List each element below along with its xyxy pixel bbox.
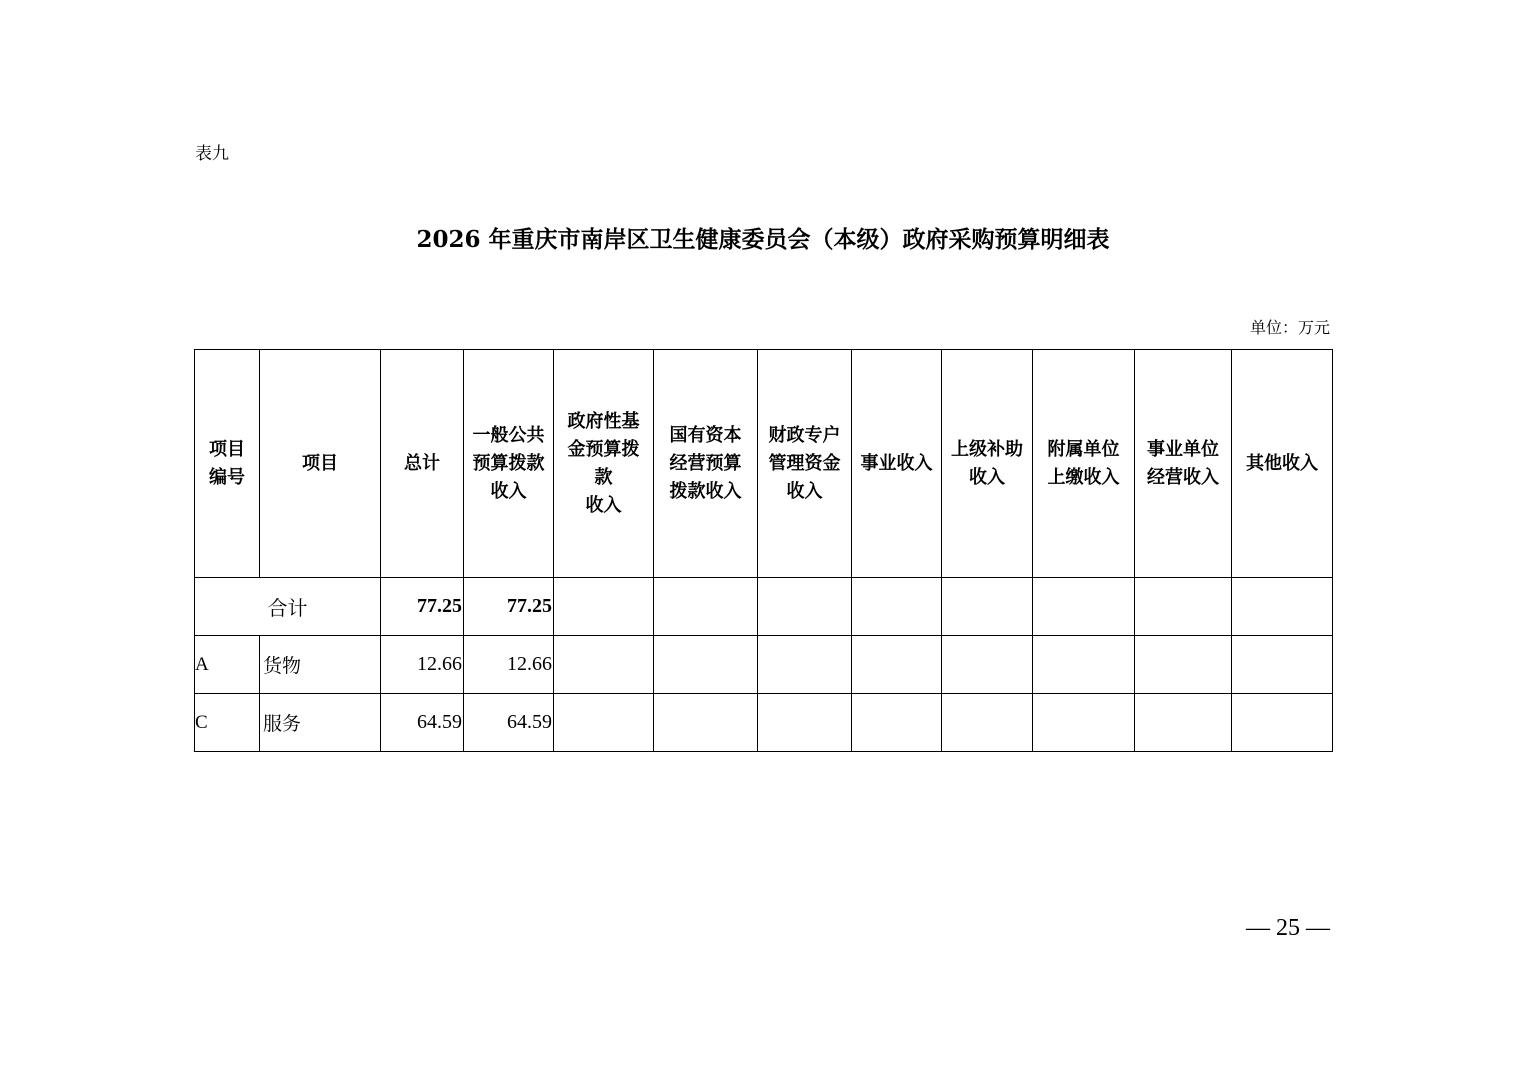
header-cell-total: 总计 <box>381 350 464 578</box>
header-cell-state-capital: 国有资本 经营预算 拨款收入 <box>654 350 758 578</box>
header-cell-business-income: 事业收入 <box>852 350 942 578</box>
header-cell-general-budget: 一般公共 预算拨款 收入 <box>464 350 554 578</box>
empty-cell <box>1232 578 1333 636</box>
total-cell-general-budget: 77.25 <box>464 578 554 636</box>
total-cell: 12.66 <box>381 636 464 694</box>
header-cell-affiliated-units: 附属单位 上缴收入 <box>1033 350 1135 578</box>
header-cell-special-account: 财政专户 管理资金 收入 <box>758 350 852 578</box>
empty-cell <box>758 636 852 694</box>
empty-cell <box>758 694 852 752</box>
empty-cell <box>1033 578 1135 636</box>
empty-cell <box>1135 636 1232 694</box>
header-cell-superior-subsidy: 上级补助 收入 <box>942 350 1033 578</box>
empty-cell <box>942 578 1033 636</box>
total-cell: 64.59 <box>381 694 464 752</box>
header-cell-government-fund: 政府性基 金预算拨 款 收入 <box>554 350 654 578</box>
header-cell-item: 项目 <box>260 350 381 578</box>
page-number: — 25 — <box>1246 915 1330 941</box>
empty-cell <box>554 694 654 752</box>
empty-cell <box>758 578 852 636</box>
empty-cell <box>852 694 942 752</box>
empty-cell <box>942 636 1033 694</box>
general-budget-cell: 64.59 <box>464 694 554 752</box>
empty-cell <box>1232 636 1333 694</box>
empty-cell <box>1135 694 1232 752</box>
item-name-cell: 服务 <box>260 694 381 752</box>
empty-cell <box>554 636 654 694</box>
table-row <box>195 636 1333 694</box>
table-label: 表九 <box>195 144 229 164</box>
empty-cell <box>654 636 758 694</box>
total-row <box>195 578 1333 636</box>
unit-note: 单位：万元 <box>1249 318 1330 337</box>
empty-cell <box>554 578 654 636</box>
header-cell-institution-operations: 事业单位 经营收入 <box>1135 350 1232 578</box>
general-budget-cell: 12.66 <box>464 636 554 694</box>
header-row <box>195 350 1333 578</box>
empty-cell <box>1135 578 1232 636</box>
total-cell-total: 77.25 <box>381 578 464 636</box>
table-row <box>195 694 1333 752</box>
empty-cell <box>852 578 942 636</box>
empty-cell <box>1033 694 1135 752</box>
item-code-cell: C <box>195 694 260 752</box>
header-cell-item-code: 项目 编号 <box>195 350 260 578</box>
document-title: 2026 年重庆市南岸区卫生健康委员会（本级）政府采购预算明细表 <box>416 226 1110 253</box>
empty-cell <box>654 578 758 636</box>
empty-cell <box>654 694 758 752</box>
total-label: 合计 <box>195 578 381 636</box>
empty-cell <box>852 636 942 694</box>
empty-cell <box>942 694 1033 752</box>
empty-cell <box>1232 694 1333 752</box>
empty-cell <box>1033 636 1135 694</box>
item-code-cell: A <box>195 636 260 694</box>
item-name-cell: 货物 <box>260 636 381 694</box>
header-cell-other-income: 其他收入 <box>1232 350 1333 578</box>
procurement-budget-table <box>194 349 1333 752</box>
